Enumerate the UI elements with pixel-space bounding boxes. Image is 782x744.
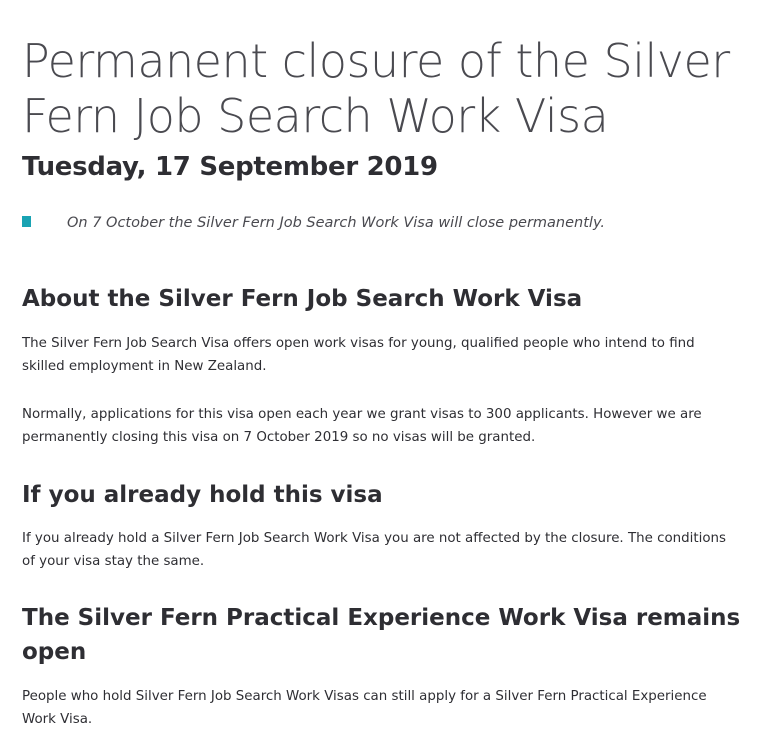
paragraph-about-1: The Silver Fern Job Search Visa offers open work visas for young, qualified people who intend to find skilled employment in New Zealand. — [22, 336, 695, 374]
callout — [22, 211, 762, 235]
paragraph-practical-experience: People who hold Silver Fern Job Search Work Visas can still apply for a Silver Fern Practical Experience Work Visa. — [22, 689, 707, 727]
callout-text: On 7 October the Silver Fern Job Search Work Visa will close permanently. — [67, 215, 606, 231]
callout-marker-icon — [22, 216, 31, 227]
page-title: Permanent closure of the Silver Fern Job Search Work Visa — [22, 34, 730, 143]
paragraph-already-hold: If you already hold a Silver Fern Job Search Work Visa you are not affected by the closure. The conditions of your visa stay the same. — [22, 531, 726, 569]
section-heading-practical-experience: The Silver Fern Practical Experience Work Visa remains open — [22, 605, 741, 665]
publish-date: Tuesday, 17 September 2019 — [22, 152, 438, 182]
paragraph-about-2: Normally, applications for this visa open each year we grant visas to 300 applicants. However we are permanently closing this visa on 7 October 2019 so no visas will be granted. — [22, 407, 702, 445]
section-heading-about: About the Silver Fern Job Search Work Visa — [22, 286, 583, 312]
section-heading-already-hold: If you already hold this visa — [22, 482, 383, 508]
